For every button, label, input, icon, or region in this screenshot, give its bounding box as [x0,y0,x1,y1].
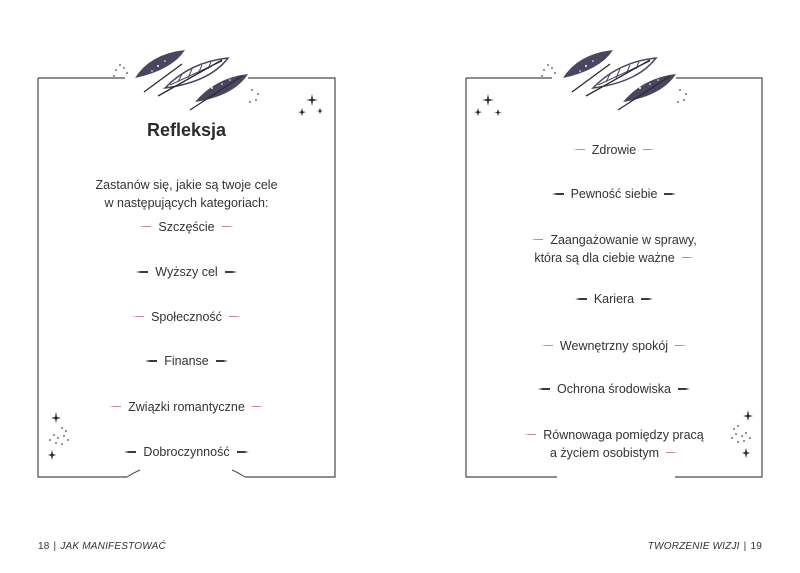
category-item [38,218,335,236]
category-line [38,308,335,326]
dash-ornament [573,149,585,151]
category-line [38,263,335,281]
dash-ornament [682,257,694,259]
category-label: Związki romantyczne [128,400,245,414]
category-line [466,231,762,249]
dash-ornament [216,360,228,362]
category-line [466,290,762,308]
page-title: Refleksja [146,120,227,140]
category-item [38,263,335,281]
dash-ornament [139,226,151,228]
running-title: TWORZENIE WIZJI [647,541,740,552]
category-line [466,185,762,203]
running-title: JAK MANIFESTOWAĆ [60,541,166,552]
dash-ornament [643,149,655,151]
dash-ornament [641,298,653,300]
category-label: która są dla ciebie ważne [534,251,675,265]
category-item [466,380,762,398]
dash-ornament [524,434,536,436]
dash-ornament [666,452,678,454]
page-number: 19 [750,541,762,552]
page-number: 18 [38,541,50,552]
category-label: Równowaga pomiędzy pracą [543,428,704,442]
category-line [38,443,335,461]
dash-ornament [237,451,249,453]
dash-ornament [541,345,553,347]
category-item [466,426,762,462]
category-line [38,398,335,416]
dash-ornament [664,193,676,195]
dash-ornament [575,298,587,300]
category-line [466,426,762,444]
category-label: Dobroczynność [143,445,230,459]
category-label: Wyższy cel [155,265,218,279]
dash-ornament [538,388,550,390]
dash-ornament [552,193,564,195]
category-line [466,444,762,462]
dash-ornament [124,451,136,453]
dash-ornament [675,345,687,347]
footer-separator: | [53,541,57,552]
dash-ornament [531,239,543,241]
intro-line: w następujących kategoriach: [104,196,269,210]
category-item [466,141,762,159]
category-label: Ochrona środowiska [557,382,671,396]
category-line [466,337,762,355]
dash-ornament [225,271,237,273]
right-page-content [466,0,762,573]
intro-line: Zastanów się, jakie są twoje cele [95,178,278,192]
category-item [466,290,762,308]
dash-ornament [222,226,234,228]
category-line [466,249,762,267]
category-label: Pewność siebie [570,187,658,201]
category-label: Zaangażowanie w sprawy, [550,233,697,247]
category-item [38,308,335,326]
dash-ornament [145,360,157,362]
category-item [466,185,762,203]
category-item [38,352,335,370]
category-label: Społeczność [151,310,222,324]
dash-ornament [252,406,264,408]
category-line [466,380,762,398]
footer-left [38,541,166,552]
intro-text [38,176,335,212]
footer-right [648,541,762,552]
footer-separator: | [743,541,747,552]
category-item [38,398,335,416]
category-line [38,218,335,236]
category-label: Finanse [164,354,209,368]
left-page-content [38,0,335,573]
dash-ornament [132,316,144,318]
category-label: Szczęście [158,220,215,234]
category-line [38,352,335,370]
category-label: Wewnętrzny spokój [559,339,669,353]
category-item [38,443,335,461]
dash-ornament [109,406,121,408]
category-item [466,231,762,267]
dash-ornament [678,388,690,390]
category-label: Zdrowie [591,143,637,157]
category-item [466,337,762,355]
category-label: a życiem osobistym [549,446,660,460]
dash-ornament [136,271,148,273]
category-line [466,141,762,159]
dash-ornament [229,316,241,318]
category-label: Kariera [593,292,635,306]
